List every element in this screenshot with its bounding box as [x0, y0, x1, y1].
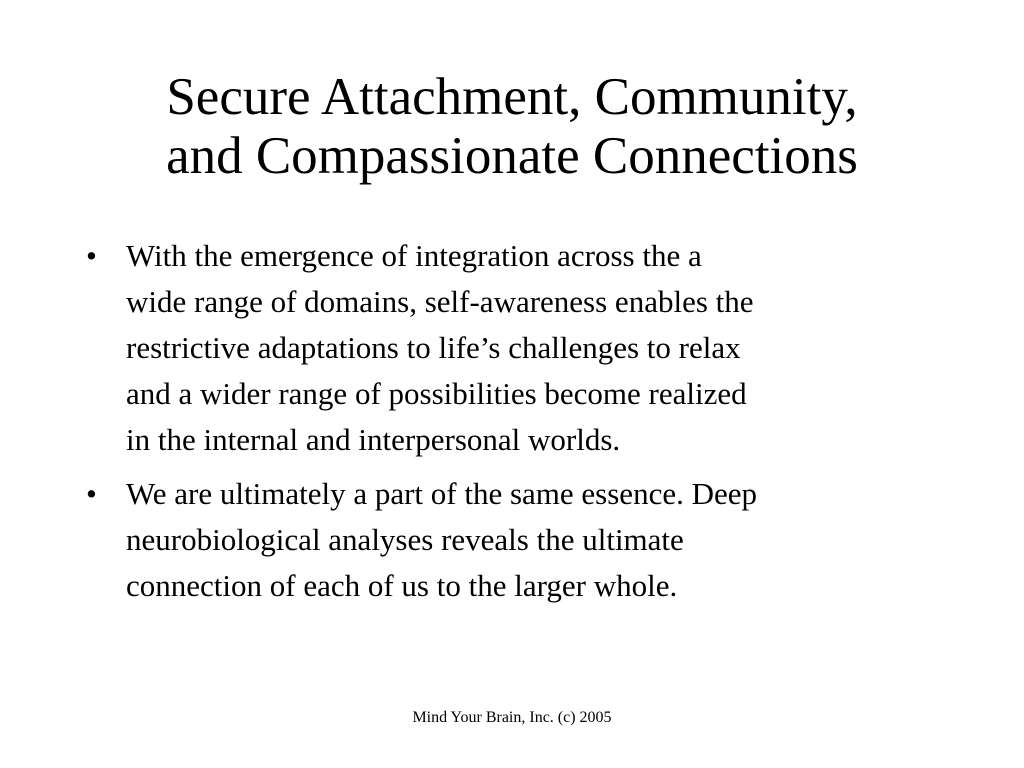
bullet-1-line-2: wide range of domains, self-awareness enables the: [126, 284, 754, 319]
bullet-2-line-1: We are ultimately a part of the same essence. Deep: [126, 476, 757, 511]
bullet-list: [86, 233, 956, 617]
bullet-1-line-5: in the internal and interpersonal worlds.: [126, 422, 621, 457]
bullet-marker: •: [86, 238, 97, 273]
slide-footer: Mind Your Brain, Inc. (c) 2005: [412, 709, 612, 726]
slide-title-line-2: and Compassionate Connections: [166, 127, 858, 185]
slide-title-line-1: Secure Attachment, Community,: [166, 68, 858, 126]
bullet-1-line-4: and a wider range of possibilities become realized: [126, 376, 747, 411]
bullet-item-1: [86, 233, 956, 463]
bullet-1-line-3: restrictive adaptations to life’s challenges to relax: [126, 330, 741, 365]
bullet-1-line-1: With the emergence of integration across the a: [126, 238, 702, 273]
bullet-marker: •: [86, 476, 97, 511]
bullet-item-2: [86, 471, 956, 609]
bullet-2-line-3: connection of each of us to the larger whole.: [126, 568, 678, 603]
slide-title: [60, 68, 964, 186]
bullet-2-line-2: neurobiological analyses reveals the ultimate: [126, 522, 684, 557]
